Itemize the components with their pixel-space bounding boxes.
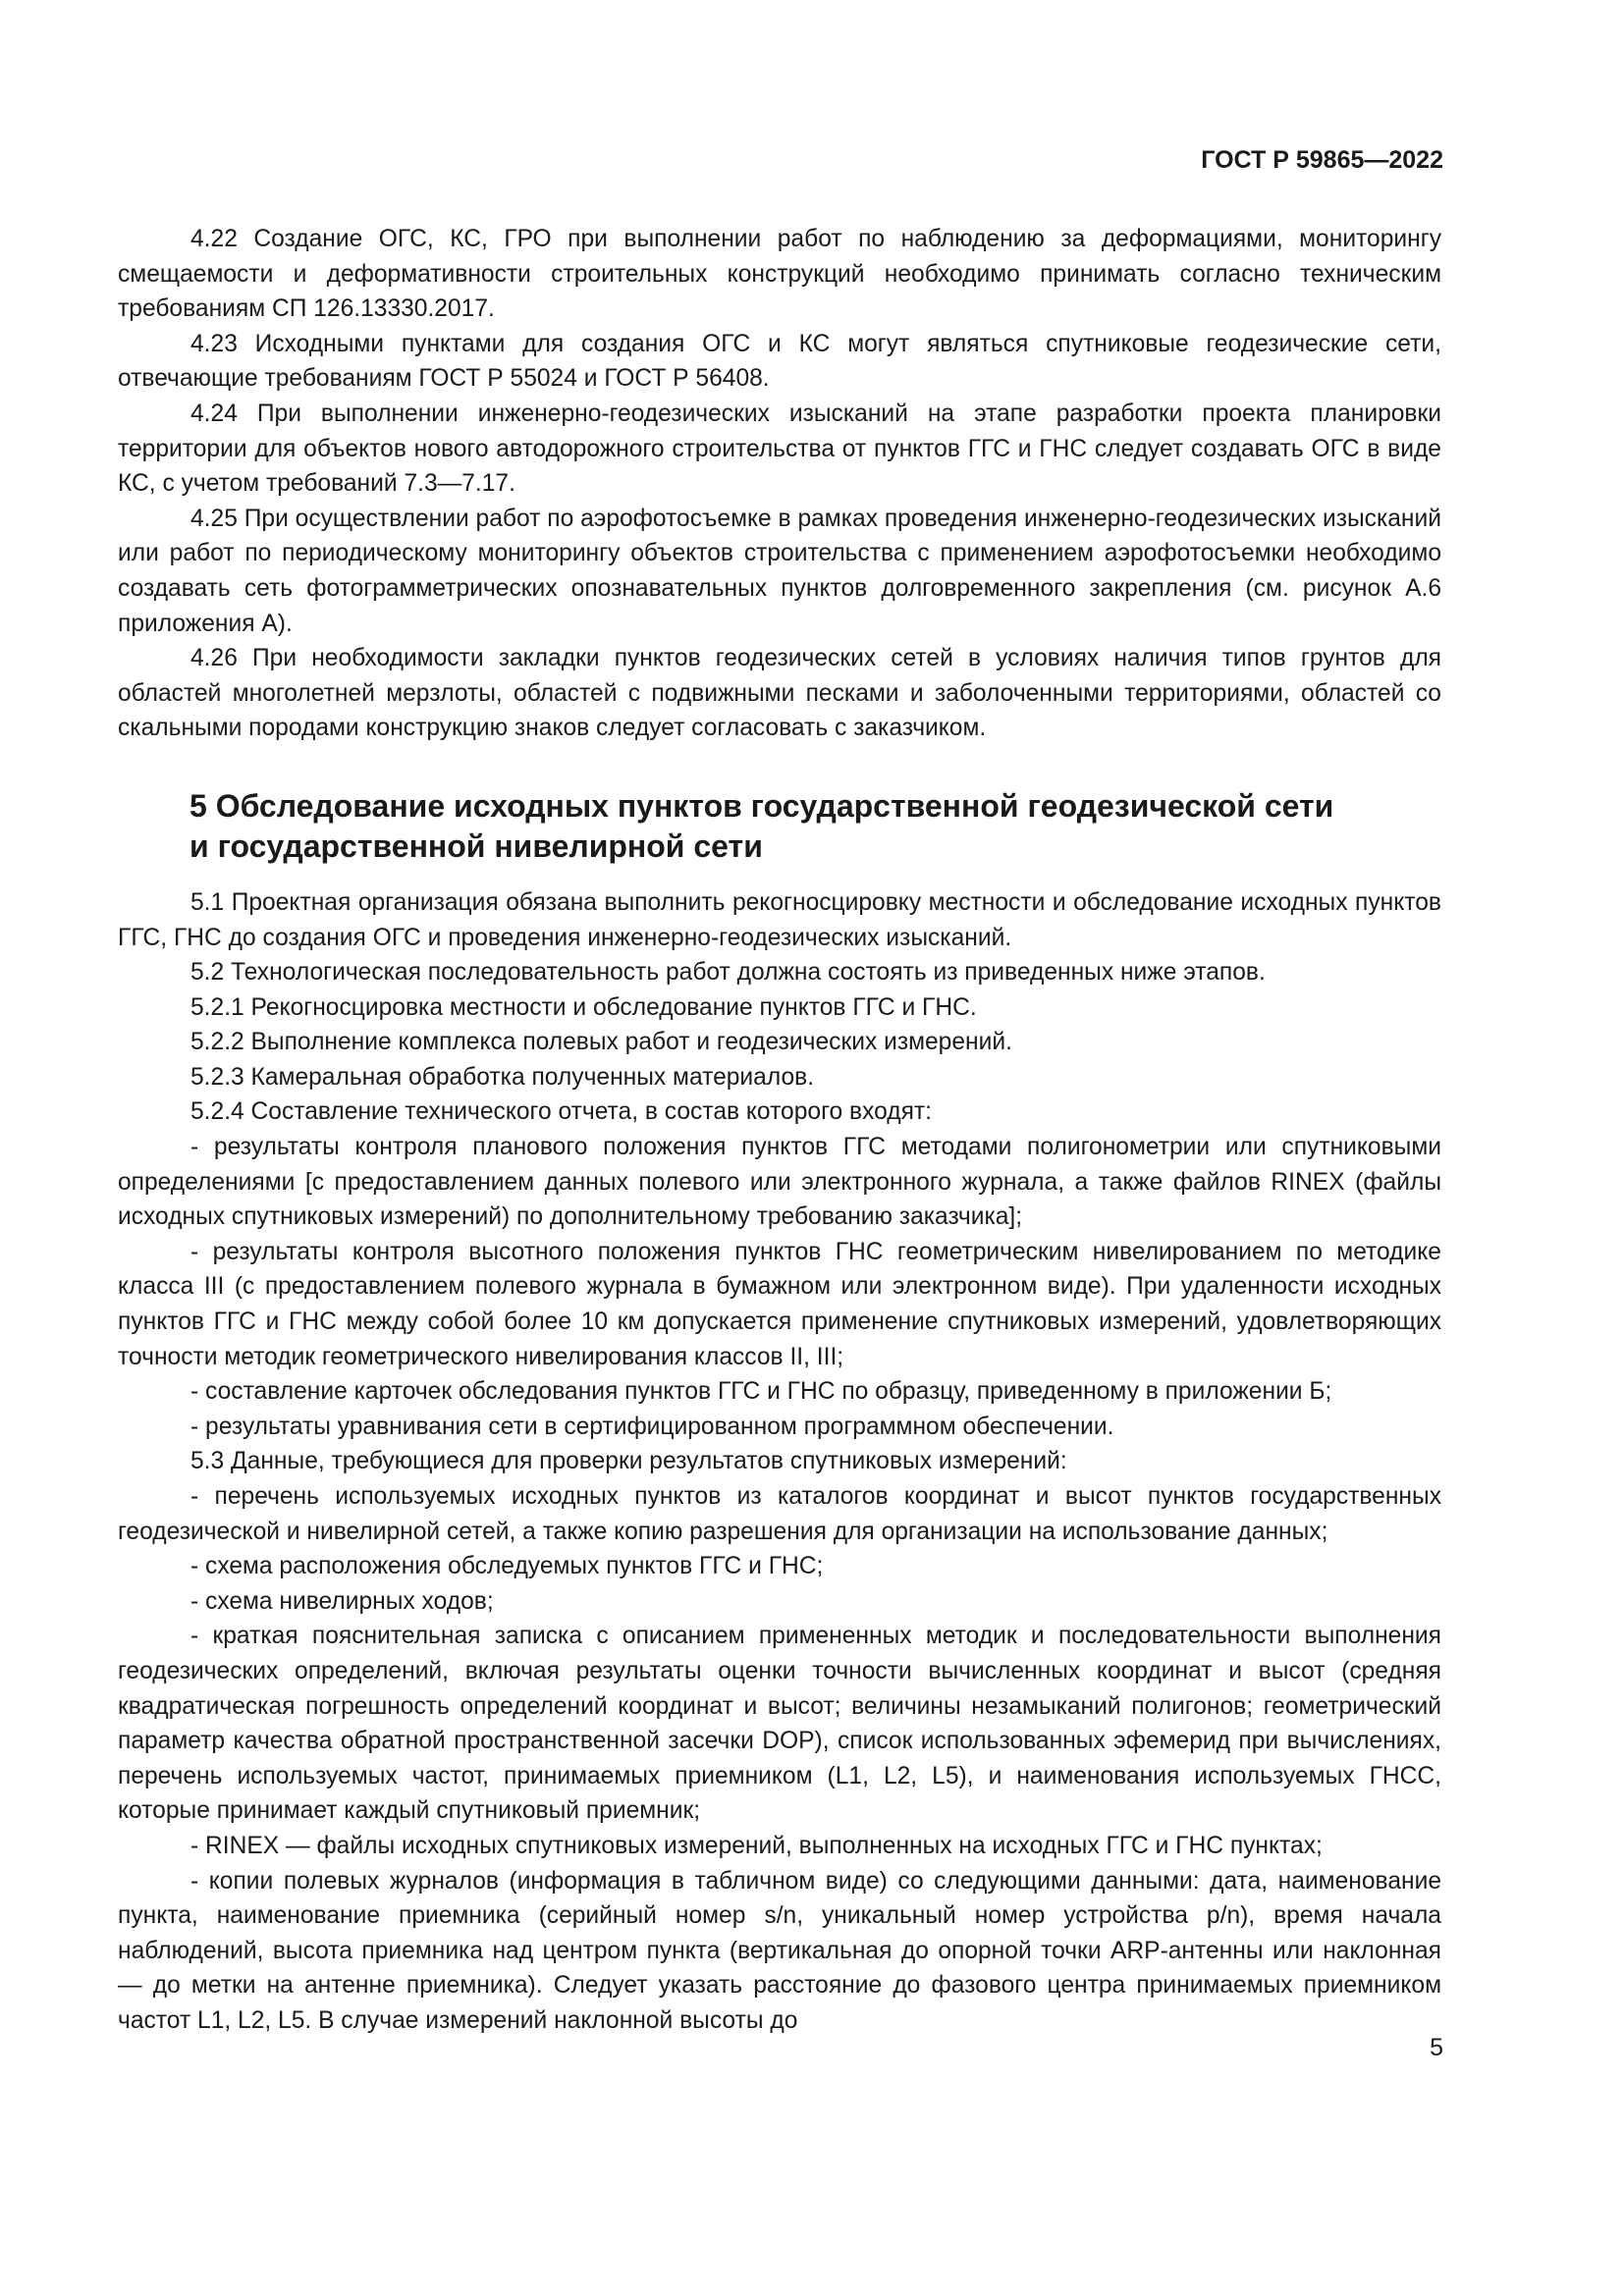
section-heading [118, 786, 1441, 867]
list-item: - схема нивелирных ходов; [190, 1587, 494, 1615]
list-item: - RINEX — файлы исходных спутниковых измерений, выполненных на исходных ГГС и ГНС пунктах; [190, 1832, 1323, 1859]
paragraph-5-2-4: 5.2.4 Составление технического отчета, в состав которого входят: [190, 1098, 933, 1126]
paragraph-5-3: 5.3 Данные, требующиеся для проверки результатов спутниковых измерений: [190, 1448, 1067, 1475]
section-title-line-2: и государственной нивелирной сети [189, 828, 763, 864]
paragraph-4-26: 4.26 При необходимости закладки пунктов геодезических сетей в условиях наличия типов грунтов для областей многолетней мерзлоты, областей с подвижными песками и заболоченными территориями, областей со скальными породами конструкцию знаков следует согласовать с заказчиком. [118, 645, 1441, 742]
section-title-line-1: 5 Обследование исходных пунктов государственной геодезической сети [189, 787, 1334, 824]
list-item: - составление карточек обследования пунктов ГГС и ГНС по образцу, приведенному в приложении Б; [190, 1378, 1332, 1406]
paragraph-5-2: 5.2 Технологическая последовательность работ должна состоять из приведенных ниже этапов. [190, 959, 1266, 987]
paragraph-4-24: 4.24 При выполнении инженерно-геодезических изысканий на этапе разработки проекта планировки территории для объектов нового автодорожного строительства от пунктов ГГС и ГНС следует создавать ОГС в виде КС, с учетом требований 7.3—7.17. [118, 400, 1441, 498]
paragraph-5-2-1: 5.2.1 Рекогносцировка местности и обследование пунктов ГГС и ГНС. [190, 993, 977, 1021]
document-code: ГОСТ Р 59865—2022 [1201, 146, 1443, 174]
list-item: - перечень используемых исходных пунктов из каталогов координат и высот пунктов государственных геодезической и нивелирной сетей, а также копию разрешения для организации на использование данных; [118, 1483, 1441, 1545]
paragraph-4-23: 4.23 Исходными пунктами для создания ОГС и КС могут являться спутниковые геодезические сети, отвечающие требованиям ГОСТ Р 55024 и ГОСТ Р 56408. [118, 330, 1441, 393]
page-content [118, 222, 1441, 2039]
paragraph-4-25: 4.25 При осуществлении работ по аэрофотосъемке в рамках проведения инженерно-геодезических изысканий или работ по периодическому мониторингу объектов строительства с применением аэрофотосъемки необходимо создавать сеть фотограмметрических опознавательных пунктов долговременного закрепления (см. рисунок А.6 приложения А). [118, 505, 1441, 637]
list-item: - результаты уравнивания сети в сертифицированном программном обеспечении. [190, 1413, 1114, 1440]
paragraph-5-1: 5.1 Проектная организация обязана выполнить рекогносцировку местности и обследование исходных пунктов ГГС, ГНС до создания ОГС и проведения инженерно-геодезических изысканий. [118, 888, 1441, 951]
paragraph-5-2-3: 5.2.3 Камеральная обработка полученных материалов. [190, 1063, 815, 1091]
list-item: - копии полевых журналов (информация в табличном виде) со следующими данными: дата, наименование пункта, наименование приемника (серийный номер s/n, уникальный номер устройства p/n), время начала наблюдений, высота приемника над центром пункта (вертикальная до опорной точки ARP-антенны или наклонная — до метки на антенне приемника). Следует указать расстояние до фазового центра принимаемых приемником частот L1, L2, L5. В случае измерений наклонной высоты до [118, 1867, 1441, 2034]
list-item: - результаты контроля высотного положения пунктов ГНС геометрическим нивелированием по методике класса III (с предоставлением полевого журнала в бумажном или электронном виде). При удаленности исходных пунктов ГГС и ГНС между собой более 10 км допускается применение спутниковых измерений, удовлетворяющих точности методик геометрического нивелирования классов II, III; [118, 1238, 1441, 1370]
paragraph-4-22: 4.22 Создание ОГС, КС, ГРО при выполнении работ по наблюдению за деформациями, мониторингу смещаемости и деформативности строительных конструкций необходимо принимать согласно техническим требованиям СП 126.13330.2017. [118, 226, 1441, 323]
list-item: - схема расположения обследуемых пунктов ГГС и ГНС; [190, 1553, 824, 1580]
list-item: - краткая пояснительная записка с описанием примененных методик и последовательности выполнения геодезических определений, включая результаты оценки точности вычисленных координат и высот (средняя квадратическая погрешность определений координат и высот; величины незамыканий полигонов; геометрический параметр качества обратной пространственной засечки DOP), список использованных эфемерид при вычислениях, перечень используемых частот, принимаемых приемником (L1, L2, L5), и наименования используемых ГНСС, которые принимает каждый спутниковый приемник; [118, 1623, 1441, 1825]
paragraph-5-2-2: 5.2.2 Выполнение комплекса полевых работ и геодезических измерений. [190, 1029, 1012, 1056]
page-number: 5 [1430, 2034, 1443, 2061]
list-item: - результаты контроля планового положения пунктов ГГС методами полигонометрии или спутниковыми определениями [с предоставлением данных полевого или электронного журнала, а также файлов RINEX (файлы исходных спутниковых измерений) по дополнительному требованию заказчика]; [118, 1134, 1441, 1231]
